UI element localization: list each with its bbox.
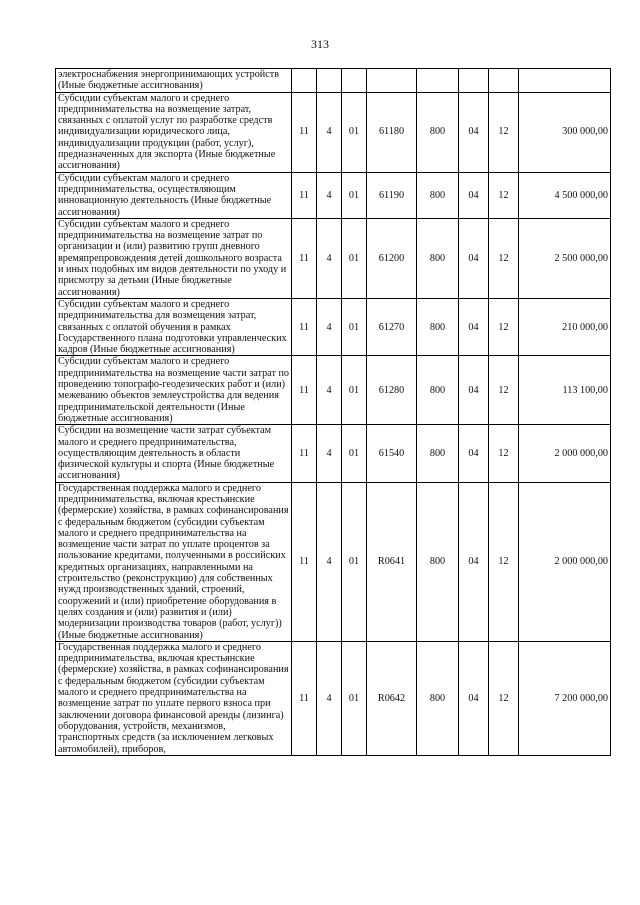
code-section: 11 [292,425,317,482]
code-subsection: 12 [489,482,519,641]
code-subprogram: 4 [317,298,342,355]
row-description: Субсидии субъектам малого и среднего предпринимательства на возмещение затрат, связанных с оплатой услуг по разработке средств индивидуализации юридического лица, индивидуализации продукции (работ, услуг), предназначенных для экспорта (Иные бюджетные ассигнования) [56,92,292,172]
amount: 2 500 000,00 [519,218,611,298]
code-direction: 61280 [367,356,417,425]
table-row [56,298,611,355]
code-main-event: 01 [342,482,367,641]
code-subsection: 12 [489,641,519,755]
row-description: Субсидии субъектам малого и среднего предпринимательства на возмещение затрат по организации и (или) развитию групп дневного времяпрепровождения детей дошкольного возраста и иных подобных им видов деятельности по уходу и присмотру за детьми (Иные бюджетные ассигнования) [56,218,292,298]
code-subsection: 12 [489,356,519,425]
table-row [56,482,611,641]
code-subsection: 12 [489,172,519,218]
expense-type: 800 [417,356,459,425]
code-subsection: 12 [489,298,519,355]
code-chapter: 04 [459,356,489,425]
amount: 210 000,00 [519,298,611,355]
budget-table [55,68,611,756]
amount: 300 000,00 [519,92,611,172]
expense-type: 800 [417,482,459,641]
amount: 113 100,00 [519,356,611,425]
code-direction [367,69,417,93]
row-description: Субсидии на возмещение части затрат субъектам малого и среднего предпринимательства, осуществляющим деятельность в области физической культуры и спорта (Иные бюджетные ассигнования) [56,425,292,482]
code-section: 11 [292,641,317,755]
code-subprogram: 4 [317,425,342,482]
amount: 4 500 000,00 [519,172,611,218]
table-row [56,172,611,218]
code-main-event [342,69,367,93]
code-chapter: 04 [459,172,489,218]
expense-type [417,69,459,93]
amount [519,69,611,93]
expense-type: 800 [417,425,459,482]
code-chapter: 04 [459,482,489,641]
amount: 2 000 000,00 [519,425,611,482]
code-main-event: 01 [342,425,367,482]
row-description: Субсидии субъектам малого и среднего предпринимательства на возмещение части затрат по проведению топографо-геодезических работ и (или) межеванию объектов землеустройства для ведения предпринимательской деятельности (Иные бюджетные ассигнования) [56,356,292,425]
expense-type: 800 [417,172,459,218]
code-direction: 61190 [367,172,417,218]
amount: 7 200 000,00 [519,641,611,755]
code-chapter [459,69,489,93]
code-section: 11 [292,218,317,298]
code-subprogram [317,69,342,93]
code-subsection: 12 [489,218,519,298]
code-chapter: 04 [459,298,489,355]
table-row [56,92,611,172]
code-chapter: 04 [459,425,489,482]
table-row [56,356,611,425]
code-main-event: 01 [342,218,367,298]
code-subprogram: 4 [317,356,342,425]
code-subprogram: 4 [317,172,342,218]
code-subsection: 12 [489,92,519,172]
code-main-event: 01 [342,356,367,425]
code-direction: 61270 [367,298,417,355]
code-section [292,69,317,93]
code-direction: 61200 [367,218,417,298]
code-subprogram: 4 [317,482,342,641]
code-main-event: 01 [342,172,367,218]
table-row [56,69,611,93]
code-subsection [489,69,519,93]
code-direction: R0641 [367,482,417,641]
page-number: 313 [311,37,329,51]
row-description: Субсидии субъектам малого и среднего предпринимательства, осуществляющим инновационную деятельность (Иные бюджетные ассигнования) [56,172,292,218]
code-subsection: 12 [489,425,519,482]
row-description: электроснабжения энергопринимающих устройств (Иные бюджетные ассигнования) [56,69,292,93]
code-chapter: 04 [459,218,489,298]
code-section: 11 [292,92,317,172]
code-chapter: 04 [459,92,489,172]
table-row [56,425,611,482]
code-section: 11 [292,298,317,355]
code-chapter: 04 [459,641,489,755]
expense-type: 800 [417,298,459,355]
expense-type: 800 [417,92,459,172]
code-section: 11 [292,172,317,218]
table-row [56,641,611,755]
code-section: 11 [292,356,317,425]
code-section: 11 [292,482,317,641]
amount: 2 000 000,00 [519,482,611,641]
code-subprogram: 4 [317,641,342,755]
expense-type: 800 [417,641,459,755]
code-main-event: 01 [342,298,367,355]
code-direction: 61180 [367,92,417,172]
table-row [56,218,611,298]
code-main-event: 01 [342,92,367,172]
code-direction: R0642 [367,641,417,755]
code-subprogram: 4 [317,218,342,298]
row-description: Государственная поддержка малого и среднего предпринимательства, включая крестьянские (фермерские) хозяйства, в рамках софинансирования с федеральным бюджетом (субсидии субъектам малого и среднего предпринимательства на возмещение части затрат по уплате процентов за пользование кредитами, полученными в российских кредитных организациях, направленными на строительство (реконструкцию) для собственных нужд производственных зданий, строений, сооружений и (или) приобретение оборудования в целях создания и (или) развития и (или) модернизации производства товаров (работ, услуг)) (Иные бюджетные ассигнования) [56,482,292,641]
expense-type: 800 [417,218,459,298]
row-description: Государственная поддержка малого и среднего предпринимательства, включая крестьянские (фермерские) хозяйства, в рамках софинансирования с федеральным бюджетом (субсидии субъектам малого и среднего предпринимательства на возмещение затрат по уплате первого взноса при заключении договора финансовой аренды (лизинга) оборудования, устройств, механизмов, транспортных средств (за исключением легковых автомобилей), приборов, [56,641,292,755]
code-subprogram: 4 [317,92,342,172]
row-description: Субсидии субъектам малого и среднего предпринимательства для возмещения затрат, связанных с оплатой обучения в рамках Государственного плана подготовки управленческих кадров (Иные бюджетные ассигнования) [56,298,292,355]
code-direction: 61540 [367,425,417,482]
code-main-event: 01 [342,641,367,755]
